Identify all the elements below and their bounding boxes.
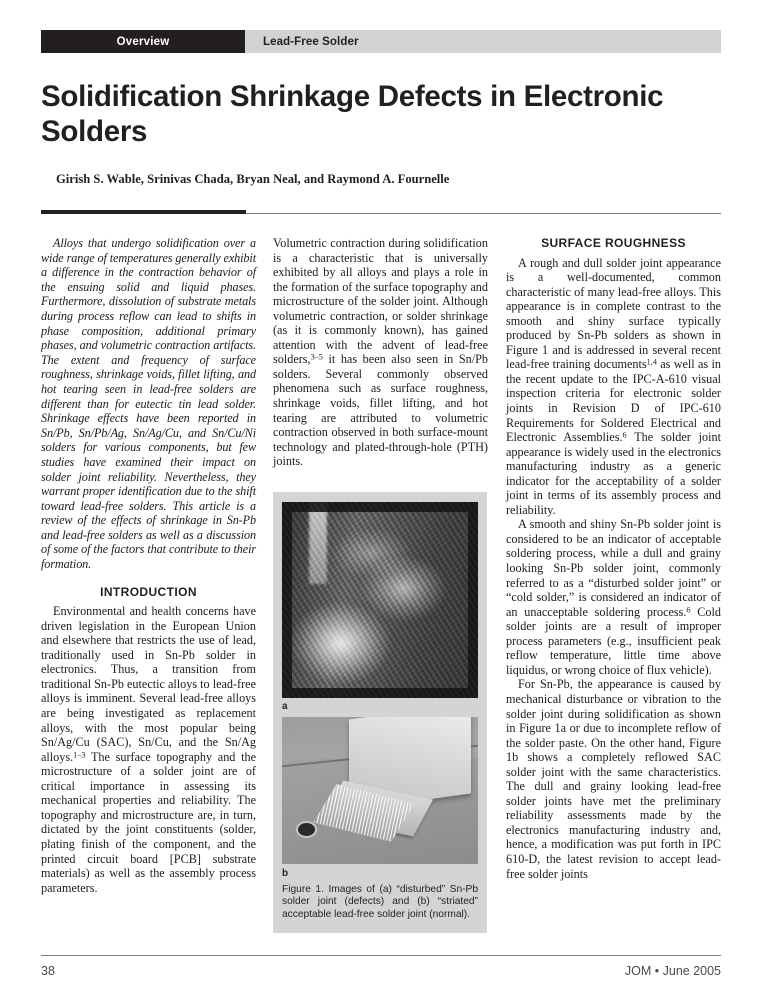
- abstract-paragraph: Alloys that undergo solidification over a wide range of temperatures generally exhibit a difference in the contraction behavior of the ensuing solid and liquid phases. Furthermore, dissolution of substrate metals during process reflow can lead to shifts in phase composition, additional primary phases, and volumetric contraction artifacts. The extent and frequency of surface roughness, shrinkage voids, fillet lifting, and hot tearing seen in lead-free solders are different than for eutectic tin lead solder. Shrinkage effects have been reported in Sn/Pb, Sn/Pb/Ag, Sn/Ag/Cu, and Sn/Cu/Ni solders for various components, but few studies have examined their impact on solder joint reliability. Nevertheless, they warrant proper identification due to the shift toward lead-free solders. This article is a review of the effects of shrinkage in Sn-Pb and lead-free solders as well as a discussion of some of the factors that contribute to their formation.: [41, 236, 256, 572]
- section-heading-introduction: INTRODUCTION: [100, 584, 197, 599]
- figure-1-caption: Figure 1. Images of (a) “disturbed” Sn-Pb solder joint (defects) and (b) “striated” acceptable lead-free solder joint (normal).: [282, 884, 478, 920]
- figure-1-inner: [273, 492, 487, 933]
- col2-paragraph-1-part1: Volumetric contraction during solidification is a characteristic that is universally exhibited by all alloys and plays a role in the formation of the surface topography and microstructure of the solder joint. Although volumetric contraction, or solder shrinkage (as it is commonly known), has gained attention with the advent of lead-free solders,: [273, 236, 488, 367]
- running-head-topic: Lead-Free Solder: [263, 35, 359, 48]
- col3-paragraph-2: [506, 517, 721, 677]
- header-rule-accent: [41, 210, 246, 214]
- intro-paragraph-1-text: Environmental and health concerns have driven legislation in the European Union and elsewhere that restricts the use of lead, traditionally used in Sn-Pb solder in electronics. Thus, a transition from traditional Sn-Pb eutectic alloys to lead-free alloys is imminent. Several lead-free alloys are being investigated as replacement alloys, with the most popular being Sn/Ag/Cu (SAC), Sn/Cu, and the Sn/Ag alloys.: [41, 604, 256, 764]
- reference-marker: 6: [686, 605, 691, 615]
- running-head: [41, 30, 721, 53]
- section-heading-surface-roughness: SURFACE ROUGHNESS: [541, 236, 686, 250]
- figure-1: [273, 492, 487, 933]
- page-title: Solidification Shrinkage Defects in Electronic Solders: [41, 80, 664, 148]
- photo-frame: [282, 502, 478, 698]
- column-two: [273, 236, 488, 469]
- reference-marker: 1,4: [646, 357, 657, 367]
- journal-issue: JOM • June 2005: [624, 964, 721, 978]
- figure-1b-photo-striated-lead-free-joint: [282, 717, 478, 864]
- page-number: 38: [41, 964, 55, 978]
- author-list: Girish S. Wable, Srinivas Chada, Bryan Neal, and Raymond A. Fournelle: [56, 172, 450, 186]
- running-head-category: Overview: [41, 30, 245, 53]
- col3-p2-part1: A smooth and shiny Sn-Pb solder joint is considered to be an indicator of acceptable soldering process, while a dull and grainy looking Sn-Pb solder joint, commonly referred to as a “disturbed solder joint” or “cold solder,” is considered an indicator of an unacceptable soldering process.: [506, 517, 721, 619]
- abstract: [41, 236, 256, 572]
- column-one: [41, 236, 256, 895]
- col3-p2-part2: Cold solder joints are a result of improper process parameters (e.g., insufficient peak reflow temperature, little time above liquidus, or wrong choice of flux vehicle).: [506, 604, 722, 677]
- col3-paragraph-1: [506, 256, 721, 518]
- figure-1a-label: a: [282, 701, 288, 712]
- col3-p1-part2: as well as in the recent update to the IPC-A-610 visual inspection criteria for electronic solder joints in Revision D of IPC-610 Requirements for Soldered Electrical and Electronic Assemblies.: [506, 357, 721, 445]
- column-three: [506, 236, 721, 881]
- col3-p1-part3: The solder joint appearance is widely used in the electronics manufacturing industry as a generic indicator for the acceptability of a solder joint in terms of its assembly process and reliability.: [506, 430, 721, 517]
- reference-marker: 1–3: [73, 750, 86, 760]
- col2-paragraph-1: [273, 236, 488, 469]
- reference-marker: 3–5: [310, 352, 323, 362]
- intro-paragraph-2-text: The surface topography and the microstructure of a solder joint are of critical importance in assessing its mechanical properties and reliability. The topography and microstructure are, in turn, dictated by the joint constituents (solder, plating finish of the component, and the printed circuit board [PCB] substrate materials) as well as the assembly process parameters.: [41, 749, 256, 895]
- col2-paragraph-1-part2: it has been also seen in Sn/Pb solders. Several commonly observed phenomena such as surface roughness, shrinkage voids, fillet lifting, and hot tearing are attributed to volumetric contraction observed in both surface-mount technology and plated-through-hole (PTH) joints.: [273, 352, 488, 469]
- figure-1a-photo-disturbed-sn-pb-joint: [282, 502, 478, 698]
- footer-rule: [41, 955, 721, 956]
- col3-p1-part1: A rough and dull solder joint appearance is a well-documented, common characteristic of many lead-free alloys. This appearance is in complete contrast to the smooth and shiny surface typically produced by Sn-Pb solders as shown in Figure 1 and is addressed in several recent lead-free training documents: [506, 255, 721, 372]
- reference-marker: 6: [622, 430, 627, 440]
- intro-paragraph-1: [41, 604, 256, 895]
- figure-1b-label: b: [282, 868, 289, 879]
- col3-paragraph-3: For Sn-Pb, the appearance is caused by mechanical disturbance or vibration to the solder joint during solidification as shown in Figure 1a or due to incomplete reflow of the solder paste. On the other hand, Figure 1b shows a completely reflowed SAC solder joint with the same characteristics. The dull and grainy looking lead-free solder joints have met the preliminary reliability assessments made by the electronics manufacturing industry and, hence, a modification was put forth in IPC 610-D, the latest revision to accept lead-free solder joints: [506, 677, 721, 881]
